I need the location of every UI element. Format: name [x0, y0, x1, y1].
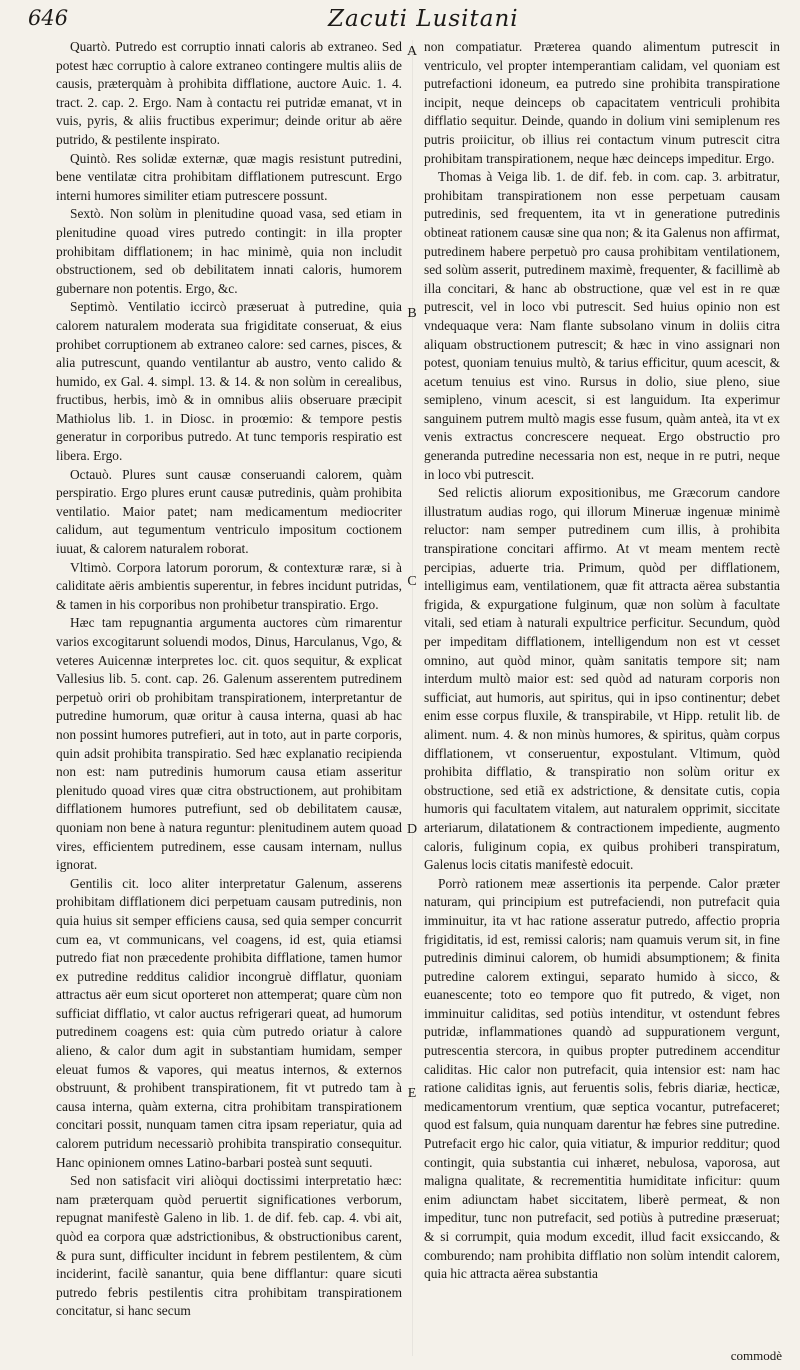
- column-gutter: [412, 40, 413, 1356]
- paragraph: Hæc tam repugnantia argumenta auctores cùm rimarentur varios excogitarunt soluendi modos, Dinus, Harculanus, Vgo, & veteres Auicennæ interpretes loc. cit. quos sequitur, & explicat Vallesius lib. 5. cont. cap. 26. Galenum asserentem putredinem perpetuò oriri ob prohibitam transpirationem, interpretantur de putredine humorum, quæ oritur à causa interna, quasi ab hac non possint humores putrefieri, aut in toto, aut in parte corporis, quin adsit prohibita transpiratio. Sed hæc explanatio recipienda non est: nam putredinis humorum causa etiam asseritur plenitudo quoad vires quæ citra obstructionem, aut prohibitam difflationem humores putrefiunt, sed ob debilitatem causæ, quoniam non bene à natura reguntur: plenitudinem autem quoad vires, efficientem putredinem, esse causam internam, nullus ignorat.: [56, 615, 402, 873]
- paragraph: Sed non satisfacit viri aliòqui doctissimi interpretatio hæc: nam præterquam quòd peruertit significationes verborum, repugnat manifestè Galeno in lib. 1. de dif. feb. cap. 4. vbi ait, quòd ea corpora quæ adstrictionibus, & obstructionibus carent, & pura sunt, difficulter incidunt in febrem pestilentem, & cùm inciderint, facilè sanantur, quia bene difflantur: quare sicuti putredo febris pestilentis citra prohibitam transpirationem concitatur, si hanc secum: [56, 1173, 402, 1319]
- margin-letter-b: B: [407, 306, 417, 321]
- paragraph: Quartò. Putredo est corruptio innati caloris ab extraneo. Sed potest hæc corruptio à calore extraneo contingere multis aliis de causis, præterquàm à prohibita difflatione, auctore Auic. 1. 4. tract. 2. cap. 2. Ergo. Nam à contactu rei putridæ emanat, vt in vuis, pyris, & aliis fructibus experimur; deinde oritur ab aëre putrido, & pestilente inspirato.: [56, 39, 402, 147]
- page-number: 646: [28, 6, 69, 30]
- paragraph: Quintò. Res solidæ externæ, quæ magis resistunt putredini, bene ventilatæ citra prohibitam difflationem putrescunt. Ergo interni humores similiter etiam putrescere possunt.: [56, 150, 402, 203]
- paragraph: Sextò. Non solùm in plenitudine quoad vasa, sed etiam in plenitudine quoad vires putredo contingit: in illa propter prohibitam difflationem; in hac minimè, quia non includit obstructionem, sed ob debilitatem innati caloris, humorem gubernare non potentis. Ergo, &c.: [56, 206, 402, 296]
- paragraph: Thomas à Veiga lib. 1. de dif. feb. in com. cap. 3. arbitratur, prohibitam transpirationem non esse perpetuam causam putredinis, sed frequentem, ita vt in generatione putredinis obtineat rationem causæ sine qua non; & ita Galenus non affirmat, putredinem habere perpetuò pro causa prohibitam ventilationem, sed solùm asserit, putredinem maximè, frequenter, & facillimè ab illa concitari, & hanc ab obstructione, quæ vel est in re quæ putrescit, vel in loco vbi putrescit. Sed huius opinio non est vndequaque vera: Nam flante subsolano vinum in doliis citra aliquam obstructionem putrescit; & hæc in vino assignari non potest, quoniam tenuius multò, & tarius efficitur, quum acescit, & acetum tenuius est vino. Rursus in dolio, siue pleno, siue semipleno, vinum acescit, si est languidum. Ita experimur sanguinem putrem multò magis esse fusum, quàm anteà, ita vt ex venis extractus concrescere nequeat. Ergo obstructio pro generanda putredine necessaria non est, neque in re putri, neque in loco vbi putrescit.: [424, 169, 780, 482]
- margin-letter-d: D: [406, 822, 418, 837]
- paragraph: Sed relictis aliorum expositionibus, me Græcorum candore illustratum audias rogo, qui illorum Mineruæ ingenuæ minimè reluctor: nam semper putredinem cum illis, à prohibita transpiratione concitari affirmo. At vt meam mentem rectè percipias, aduerte tria. Primum, quòd per difflationem, intelligimus eam, ventilationem, quæ fit attracta aërea substantia frigida, & expurgatione fulginum, quæ non solùm à facultate vitali, sed etiam à naturali expultrice perficitur. Secundum, quòd per impeditam difflationem, intelligendum non est vt cesset omnino, aut quòd minor, quàm sanitatis tempore sit; nam interdum multò maior est: sed quòd ad naturam corporis non sufficiat, aut humoris, aut spiritus, qui in ipso continentur; debet enim esse corpus fluxile, & transpirabile, vt Hipp. retulit lib. de aliment. num. 4. & non minùs humores, & spiritus, quàm corpus difflationem, vt conseruentur, expostulant. Vltimum, quòd prohibita difflatio, & transpiratio non solùm oritur ex obstructione, sed etiã ex adstrictione, & densitate cutis, copia humoris qui facultatem vitalem, aut naturalem opprimit, siccitate arteriarum, dilatationem & contractionem impediente, augmento caloris, fuliginum copia, ex quibus prohiberi transpiratum, Galenus locis citatis manifestè edocuit.: [424, 485, 780, 873]
- page-header: [28, 6, 782, 36]
- running-head: Zacuti Lusitani: [328, 6, 519, 32]
- paragraph: Gentilis cit. loco aliter interpretatur Galenum, asserens prohibitam difflationem dici perpetuam causam putredinis, non quia huius sit semper efficiens causa, sed quia semper concurrit cum ea, vt communicans, vel coagens, id est, quia etiamsi putredo fiat non præcedente prohibita difflatione, tamen humor ex putredine redditus calidior incongruè difflatur, quoniam attractus aër eum sicut oporteret non attemperat; quare cùm non sufficiat difflatio, vt calor auctus refrigerari queat, ad humorum putredinem coagens est: quia cùm putredo oriatur à calore alieno, & calor dum agit in substantiam humidam, semper eleuat fumos & vapores, qui meatus internos, & externos obstruunt, & prohibent transpirationem, fit vt putredo tam à causa interna, quàm externa, citra prohibitam transpirationem concitari possit, nunquam tamen citra ipsam reperiatur, quia ad calorem putridum necessariò prohibita transpiratio consequitur. Hanc opinionem omnes Latino-barbari posteà sunt sequuti.: [56, 875, 402, 1170]
- margin-letter-c: C: [407, 574, 417, 589]
- paragraph: Octauò. Plures sunt causæ conseruandi calorem, quàm perspiratio. Ergo plures erunt causæ putredinis, quàm prohibita ventilatio. Maior patet; nam medicamentum mediocriter calidum, aut tegumentum ventriculo impositum coctionem iuuat, & calorem naturalem roborat.: [56, 466, 402, 557]
- catchword: commodè: [730, 1348, 782, 1363]
- paragraph: Vltimò. Corpora latorum pororum, & contexturæ raræ, si à caliditate aëris ambientis superentur, in febres incidunt putridas, & tamen in his corporibus non prohibetur transpiratio. Ergo.: [56, 559, 402, 612]
- right-column: [424, 38, 780, 1358]
- paragraph: non compatiatur. Præterea quando alimentum putrescit in ventriculo, vel propter intemperantiam calidam, vel quoniam est putrefactioni idoneum, ea putredo sine prohibita transpiratione incipit, neque deinceps ob capacitatem ventriculi prohibita difflatio sequitur. Deinde, quando in dolium vini semiplenum res putris proiicitur, ob illius rei contactum vinum putrescit citra prohibitam transpirationem, neque hæc deinceps impeditur. Ergo.: [424, 39, 780, 166]
- margin-letter-e: E: [407, 1086, 417, 1101]
- margin-letter-a: A: [406, 44, 418, 59]
- paragraph: Porrò rationem meæ assertionis ita perpende. Calor præter naturam, qui principium est putrefaciendi, non putrefacit quia imminuitur, ita vt hac ratione asseratur putredo, affectio propria frigiditatis, id est, remissi caloris; nam quamuis verum sit, in fine putredinis diminui calorem, ob humidi absumptionem; & finita putredine calorem extingui, separato humido à sicco, & euanescente; toto eo tempore quo fit putredo, & viget, non imminuitur caliditas, sed potiùs intenditur, vt ostendunt febres putridæ, inflammationes quandò ad suppurationem vergunt, putrescentia stercora, in quibus propter putredinem accenditur caliditas. Hic calor non putrefacit, quia intensior est: nam hac ratione caliditas ignis, aut feruentis solis, febris diariæ, hecticæ, medicamentorum vrentium, quæ septica vocantur, putrefaceret; quod est falsum, quia nunquam darentur hæ febres sine putredine. Putrefacit ergo hic calor, quia vitiatur, & impurior redditur; quod contingit, quia substantia cui inhæret, nebulosa, vaporosa, aut maligna qualitate, & recrementitia humiditate inficitur: quum enim adiunctam habet siccitatem, liberè permeat, & non impeditur, tunc non putrefacit, sed potiùs à putredine præseruat; & si corrumpit, quia modum excedit, illud facit exsiccando, & comburendo; nam prohibita difflatio non solùm intendit calorem, quia hic attracta aërea substantia: [424, 875, 780, 1282]
- left-column: [56, 38, 402, 1358]
- paragraph: Septimò. Ventilatio iccircò præseruat à putredine, quia calorem naturalem moderata sua frigiditate conseruat, & eius prohibet corruptionem ab extraneo calore: sed carnes, pisces, & alia putrescunt, quando ventilantur ab austro, vento calido & humido, ex Gal. 4. simpl. 13. & 14. & non solùm in cerealibus, fructibus, herbis, imò & in omnibus aliis obseruare præcipit Mathiolus lib. 1. in Diosc. in proœmio: & tempore pestis generatur in corporibus putredo. At tunc temporis respiratio est libera. Ergo.: [56, 299, 402, 464]
